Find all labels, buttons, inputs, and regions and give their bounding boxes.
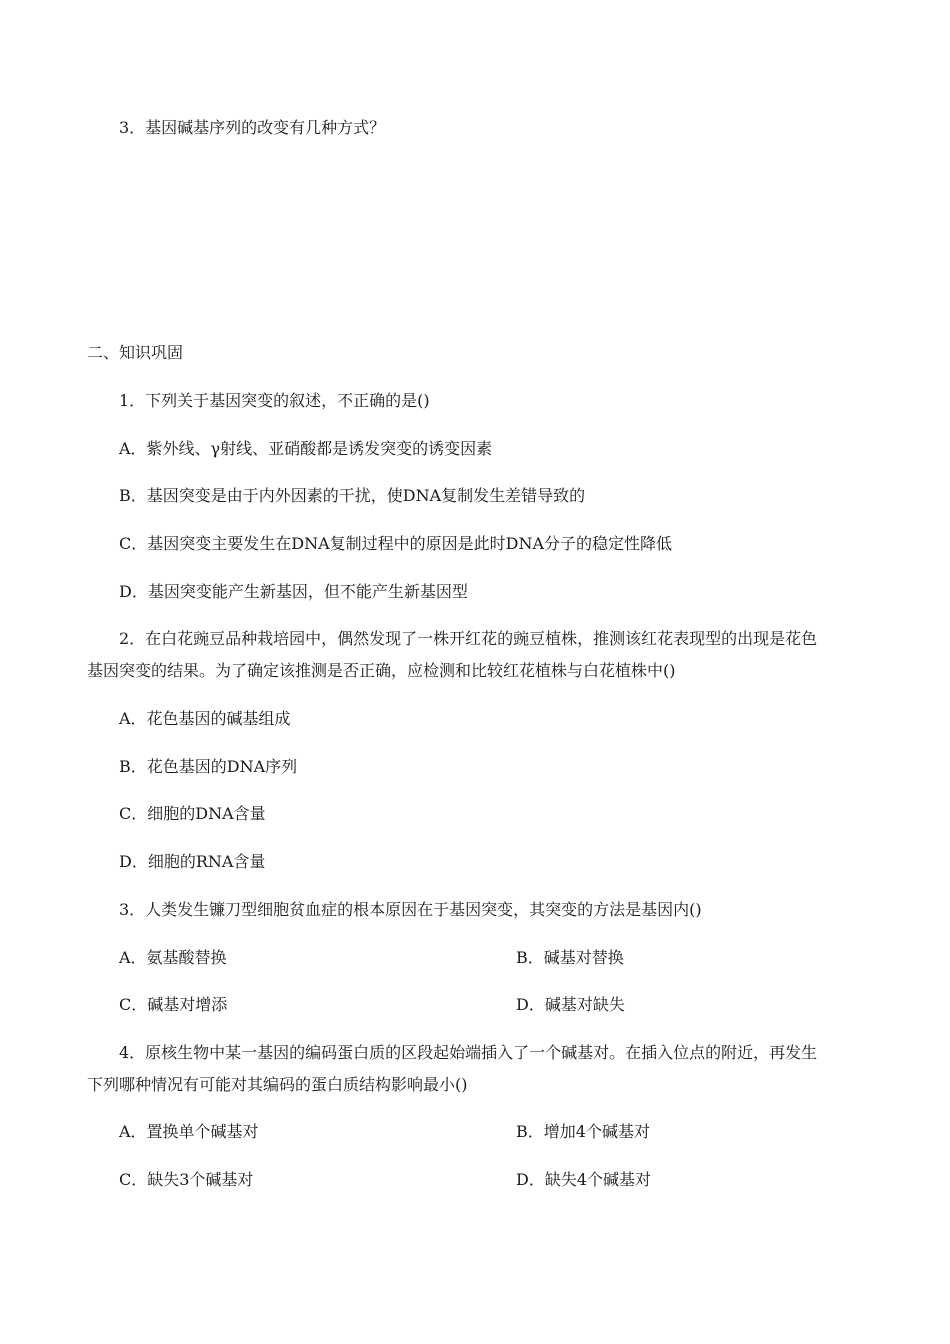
q4-option-c: C．缺失3个碱基对: [119, 1170, 254, 1189]
q1-option-b: B．基因突变是由于内外因素的干扰，使DNA复制发生差错导致的: [119, 486, 586, 505]
q3-stem: 3．人类发生镰刀型细胞贫血症的根本原因在于基因突变，其突变的方法是基因内(): [119, 900, 702, 919]
q4-option-b: B．增加4个碱基对: [516, 1122, 650, 1141]
q4-option-d: D．缺失4个碱基对: [516, 1170, 652, 1189]
q1-option-a: A．紫外线、γ射线、亚硝酸都是诱发突变的诱变因素: [119, 439, 493, 458]
q2-option-b: B．花色基因的DNA序列: [119, 757, 298, 776]
q2-option-d: D．细胞的RNA含量: [119, 852, 266, 871]
q3-option-c: C．碱基对增添: [119, 995, 228, 1014]
q2-option-a: A．花色基因的碱基组成: [119, 709, 291, 728]
q1-option-d: D．基因突变能产生新基因，但不能产生新基因型: [119, 582, 468, 601]
q4-option-a: A．置换单个碱基对: [119, 1122, 259, 1141]
q3-option-d: D．碱基对缺失: [516, 995, 625, 1014]
q1-option-c: C．基因突变主要发生在DNA复制过程中的原因是此时DNA分子的稳定性降低: [119, 534, 673, 553]
question-3-part1: 3．基因碱基序列的改变有几种方式？: [119, 118, 386, 137]
q1-stem: 1．下列关于基因突变的叙述，不正确的是(): [119, 391, 430, 410]
q4-stem-line2: 下列哪种情况有可能对其编码的蛋白质结构影响最小(): [87, 1075, 468, 1094]
q4-stem-line1: 4．原核生物中某一基因的编码蛋白质的区段起始端插入了一个碱基对。在插入位点的附近，再发生: [119, 1043, 818, 1062]
q2-stem-line2: 基因突变的结果。为了确定该推测是否正确，应检测和比较红花植株与白花植株中(): [87, 661, 676, 680]
q3-option-a: A．氨基酸替换: [119, 948, 227, 967]
q3-option-b: B．碱基对替换: [516, 948, 624, 967]
q2-stem-line1: 2．在白花豌豆品种栽培园中，偶然发现了一株开红花的豌豆植株，推测该红花表现型的出现是花色: [119, 629, 818, 648]
section-heading: 二、知识巩固: [87, 343, 184, 362]
q2-option-c: C．细胞的DNA含量: [119, 804, 266, 823]
